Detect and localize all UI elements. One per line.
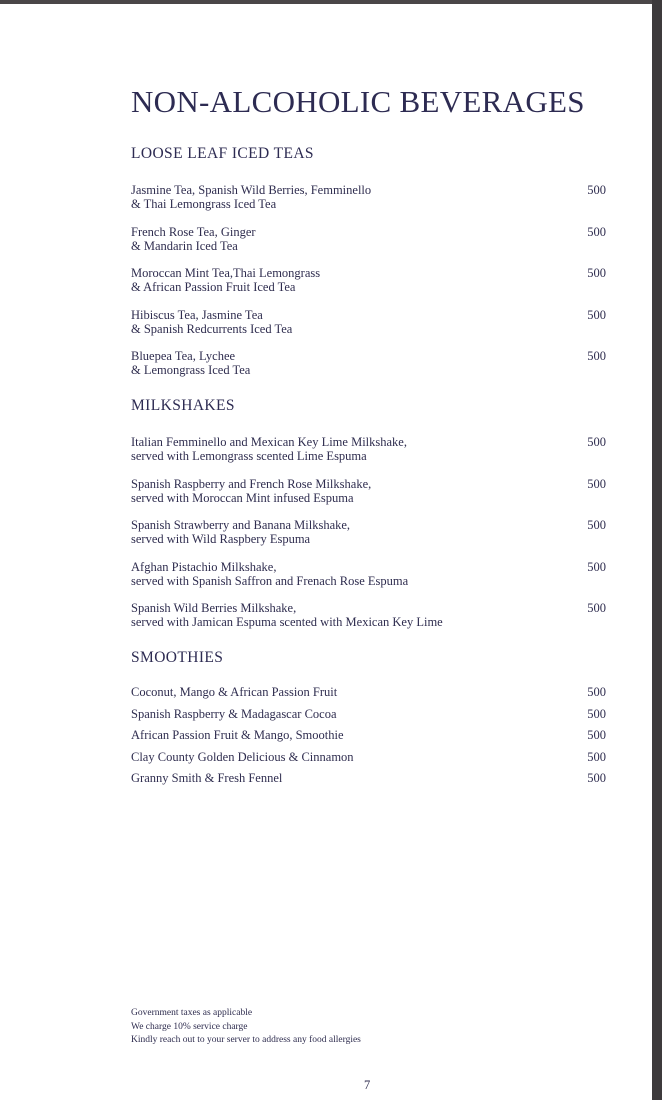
footer-line: Kindly reach out to your server to address any food allergies	[131, 1035, 361, 1045]
menu-item	[131, 601, 606, 643]
item-price: 500	[587, 601, 606, 615]
item-price: 500	[587, 749, 606, 764]
section-heading: MILKSHAKES	[131, 397, 235, 414]
item-price: 500	[587, 266, 606, 280]
item-name-line1: French Rose Tea, Ginger	[131, 224, 256, 239]
page-title: NON-ALCOHOLIC BEVERAGES	[131, 84, 585, 119]
item-name: Coconut, Mango & African Passion Fruit	[131, 685, 338, 699]
item-price: 500	[587, 728, 606, 742]
menu-item	[131, 225, 606, 267]
item-price: 500	[587, 224, 606, 239]
item-name-line2: & Mandarin Iced Tea	[131, 238, 238, 253]
item-name-line1: Moroccan Mint Tea,Thai Lemongrass	[131, 266, 321, 280]
item-name: African Passion Fruit & Mango, Smoothie	[131, 728, 344, 742]
item-name-line2: & African Passion Fruit Iced Tea	[131, 280, 296, 294]
item-name-line2: & Lemongrass Iced Tea	[131, 363, 251, 377]
menu-item	[131, 266, 606, 308]
item-name-line2: served with Spanish Saffron and Frenach Rose Espuma	[131, 573, 409, 588]
item-price: 500	[587, 349, 606, 363]
page-number: 7	[364, 1078, 371, 1092]
menu-item	[131, 477, 606, 519]
menu-item	[131, 349, 606, 391]
menu-item	[131, 771, 606, 793]
item-name-line2: served with Lemongrass scented Lime Espuma	[131, 449, 367, 463]
item-price: 500	[587, 183, 606, 197]
menu-item	[131, 518, 606, 560]
menu-item	[131, 435, 606, 477]
menu-item	[131, 728, 606, 750]
menu-item	[131, 685, 606, 707]
menu-item	[131, 750, 606, 772]
item-price: 500	[587, 435, 606, 449]
item-name-line1: Afghan Pistachio Milkshake,	[131, 559, 277, 574]
item-name-line1: Spanish Strawberry and Banana Milkshake,	[131, 518, 351, 532]
section-milkshakes	[131, 397, 606, 643]
item-price: 500	[587, 518, 606, 532]
footer-notes	[131, 1007, 361, 1048]
menu-item	[131, 707, 606, 729]
section-loose-leaf-iced-teas	[131, 145, 606, 391]
section-smoothies	[131, 649, 606, 793]
item-price: 500	[587, 706, 606, 721]
item-name-line2: & Thai Lemongrass Iced Tea	[131, 197, 277, 211]
item-name-line1: Spanish Wild Berries Milkshake,	[131, 601, 297, 615]
section-heading: LOOSE LEAF ICED TEAS	[131, 145, 314, 162]
menu-item	[131, 183, 606, 225]
item-price: 500	[587, 771, 606, 785]
item-name-line1: Jasmine Tea, Spanish Wild Berries, Femminello	[131, 183, 372, 197]
item-price: 500	[587, 559, 606, 574]
item-name-line2: served with Moroccan Mint infused Espuma	[131, 490, 354, 505]
section-heading: SMOOTHIES	[131, 649, 224, 666]
item-price: 500	[587, 307, 606, 322]
item-name-line1: Bluepea Tea, Lychee	[131, 349, 236, 363]
item-name-line1: Spanish Raspberry and French Rose Milkshake,	[131, 476, 372, 491]
footer-line: Government taxes as applicable	[131, 1008, 253, 1018]
item-price: 500	[587, 476, 606, 491]
item-name-line2: & Spanish Redcurrents Iced Tea	[131, 321, 293, 336]
item-name: Spanish Raspberry & Madagascar Cocoa	[131, 706, 337, 721]
item-name: Clay County Golden Delicious & Cinnamon	[131, 749, 354, 764]
item-name: Granny Smith & Fresh Fennel	[131, 771, 283, 785]
viewer-edge	[652, 0, 662, 1100]
item-price: 500	[587, 685, 606, 699]
item-name-line2: served with Jamican Espuma scented with Mexican Key Lime	[131, 615, 443, 629]
item-name-line1: Italian Femminello and Mexican Key Lime Milkshake,	[131, 435, 407, 449]
item-name-line1: Hibiscus Tea, Jasmine Tea	[131, 307, 263, 322]
footer-line: We charge 10% service charge	[131, 1021, 248, 1032]
menu-item	[131, 308, 606, 350]
menu-item	[131, 560, 606, 602]
item-name-line2: served with Wild Raspbery Espuma	[131, 532, 311, 546]
